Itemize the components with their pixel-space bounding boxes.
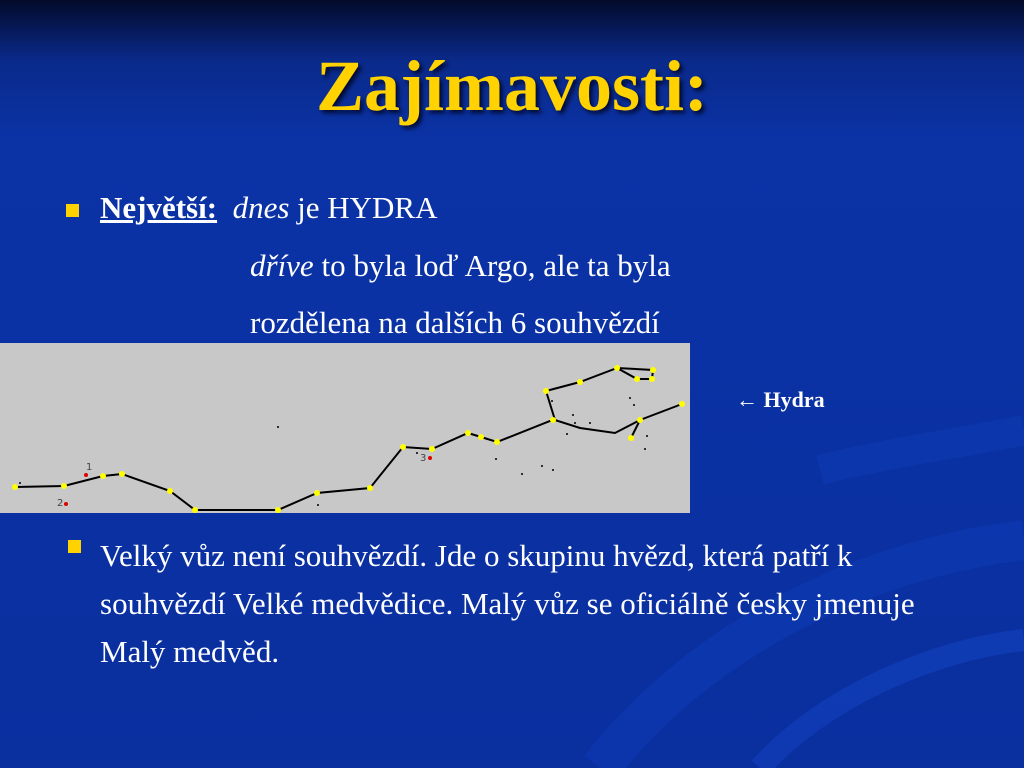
star <box>679 401 685 407</box>
faint-star <box>19 482 21 484</box>
star <box>550 417 556 423</box>
faint-star <box>317 504 319 506</box>
marked-star <box>428 456 432 460</box>
faint-star <box>521 473 523 475</box>
faint-star <box>277 426 279 428</box>
faint-star <box>552 469 554 471</box>
star <box>637 417 643 423</box>
star-number-3: 3 <box>420 453 427 464</box>
bullet1-italic2: dříve <box>250 248 314 283</box>
faint-star <box>541 465 543 467</box>
star <box>275 507 281 513</box>
star <box>61 483 67 489</box>
bullet1-line1 <box>100 192 438 223</box>
star <box>367 485 373 491</box>
bullet-square-icon <box>68 540 81 553</box>
star <box>543 388 549 394</box>
bullet1-rest1: je HYDRA <box>289 190 438 225</box>
star <box>192 507 198 513</box>
faint-star <box>416 452 418 454</box>
star-number-1: 1 <box>86 462 93 473</box>
faint-star <box>629 397 631 399</box>
star-number-2: 2 <box>57 498 64 509</box>
bullet1-line3: rozdělena na dalších 6 souhvězdí <box>250 305 660 340</box>
star <box>465 430 471 436</box>
hydra-constellation-figure <box>0 343 690 513</box>
star <box>649 376 655 382</box>
bullet1-line2 <box>250 250 671 281</box>
slide-title: Zajímavosti: <box>316 46 708 126</box>
bullet1-rest2: to byla loď Argo, ale ta byla <box>313 248 671 283</box>
bullet2-text: Velký vůz není souhvězdí. Jde o skupinu hvězd, která patří k souhvězdí Velké medvědice. Malý vůz se oficiálně česky jmenuje Malý medvěd. <box>100 538 915 669</box>
star <box>100 473 106 479</box>
faint-star <box>633 404 635 406</box>
faint-star <box>566 433 568 435</box>
faint-star <box>589 422 591 424</box>
star <box>400 444 406 450</box>
marked-star <box>84 473 88 477</box>
star <box>12 484 18 490</box>
star <box>650 367 656 373</box>
star <box>494 439 500 445</box>
star <box>478 434 484 440</box>
faint-star <box>572 414 574 416</box>
hydra-arrow-label: ← Hydra <box>736 387 825 412</box>
bullet1-italic1: dnes <box>232 190 290 225</box>
star <box>429 446 435 452</box>
star <box>628 435 634 441</box>
faint-star <box>644 448 646 450</box>
faint-star <box>646 435 648 437</box>
bullet-square-icon <box>66 204 79 217</box>
star <box>167 488 173 494</box>
faint-star <box>574 422 576 424</box>
faint-star <box>495 458 497 460</box>
hydra-head-line <box>546 368 653 420</box>
star <box>577 379 583 385</box>
faint-star <box>551 400 553 402</box>
hydra-line <box>15 404 682 510</box>
bullet1-label: Největší: <box>100 190 218 225</box>
star <box>634 376 640 382</box>
constellation-svg <box>0 343 690 513</box>
star <box>314 490 320 496</box>
star <box>614 365 620 371</box>
marked-star <box>64 502 68 506</box>
star <box>119 471 125 477</box>
